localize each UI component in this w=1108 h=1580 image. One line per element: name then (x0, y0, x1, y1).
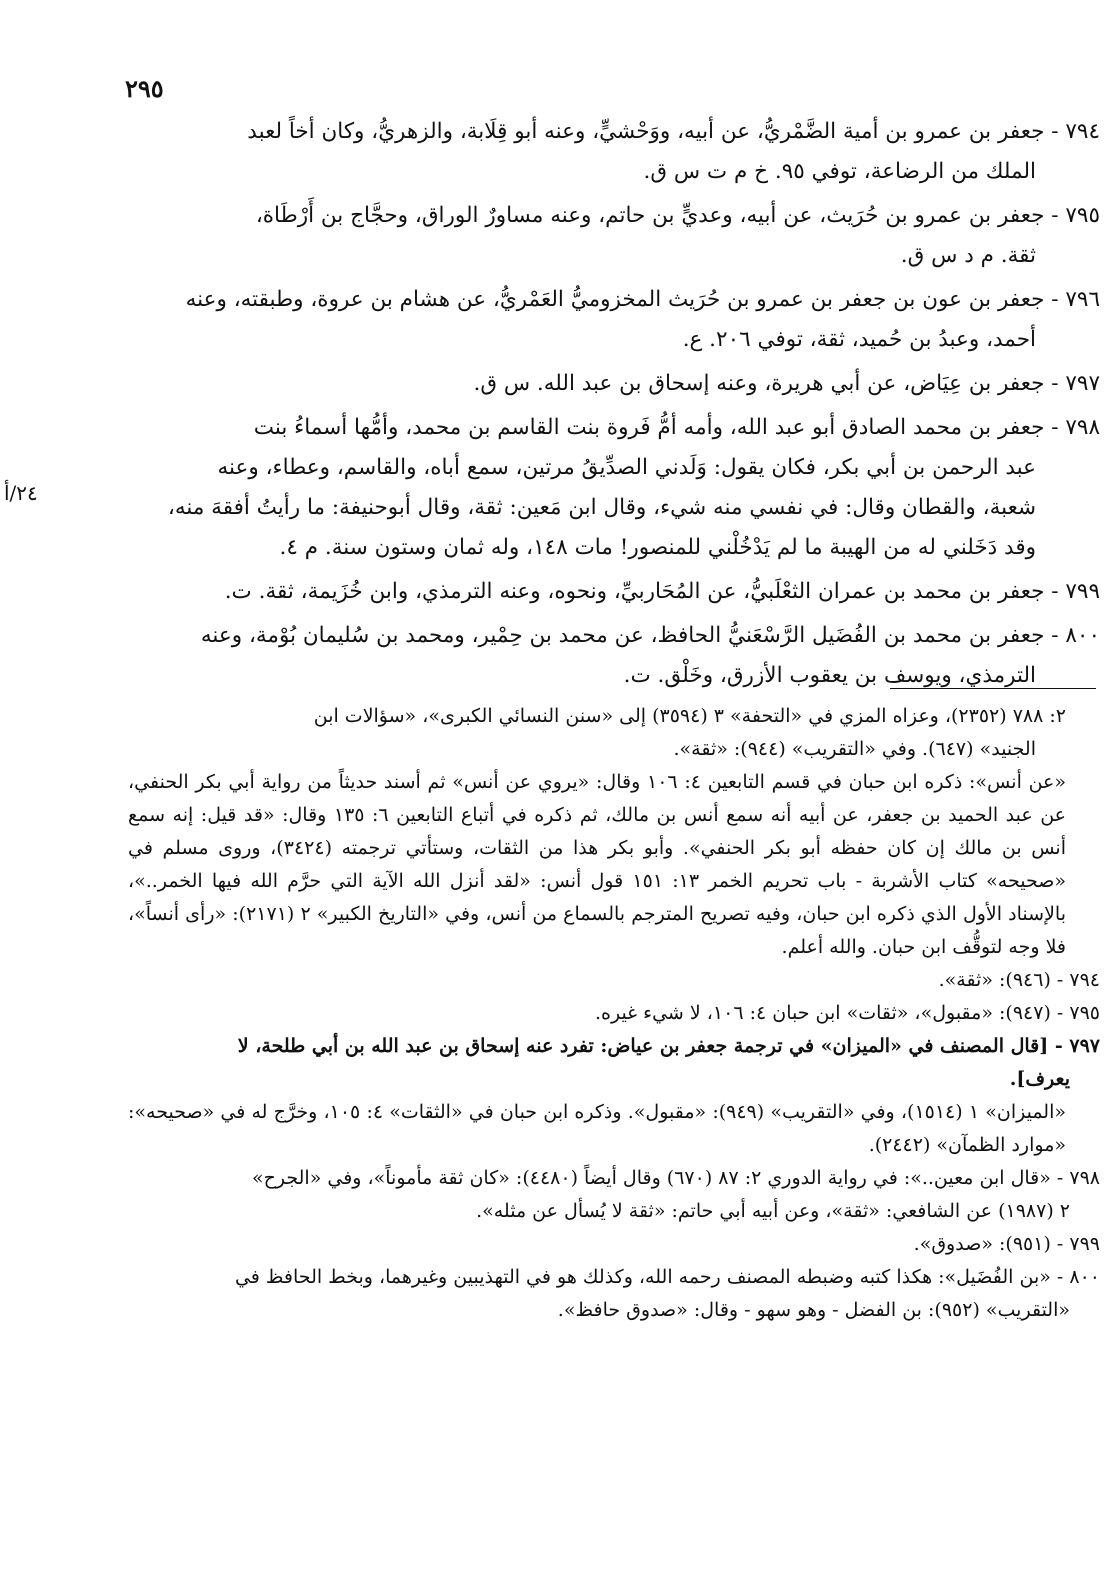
biography-entries (120, 112, 1100, 700)
footnote (128, 964, 1100, 997)
entry-line: ٧٩٩ - جعفر بن محمد بن عمران الثعْلَبيُّ، عن المُحَاربيِّ، ونحوه، وعنه الترمذي، وابن خُزَيمة، ثقة. ت. (224, 579, 1100, 604)
footnote (128, 1228, 1100, 1261)
entry-line: وقد دَخَلني له من الهيبة ما لم يَدْخُلْني للمنصور! مات ١٤٨، وله ثمان وستون سنة. م ٤. (279, 535, 1036, 560)
footnote-separator (890, 688, 1096, 689)
footnote-line: ٢ (١٩٨٧) عن الشافعي: «ثقة»، وعن أبيه أبي حاتم: «ثقة لا يُسأل عن مثله». (476, 1200, 1070, 1222)
footnotes (128, 700, 1100, 1327)
footnote (128, 1096, 1100, 1162)
entry-line: الملك من الرضاعة، توفي ٩٥. خ م ت س ق. (643, 159, 1036, 184)
footnote (128, 1162, 1100, 1228)
footnote (128, 766, 1100, 964)
footnote-line: وخرَّج له في «صحيحه»: «موارد الظمآن» (٢٤٤٢). (128, 1101, 1066, 1156)
entry-line: ٨٠٠ - جعفر بن محمد بن الفُضَيل الرَّسْعَنيُّ الحافظ، عن محمد بن حِمْير، ومحمد بن سُليمان بُوْمة، وعنه (200, 623, 1100, 648)
footnote (128, 700, 1100, 766)
entry-line: ٧٩٥ - جعفر بن عمرو بن حُرَيث، عن أبيه، وعديٍّ بن حاتم، وعنه مساورٌ الوراق، وحجَّاج بن أَرْطَاة، (255, 203, 1100, 228)
footnote-line: «التقريب» (٩٥٢): بن الفضل - وهو سهو - وقال: «صدوق حافظ». (557, 1299, 1070, 1321)
entry-line: أحمد، وعبدُ بن حُميد، ثقة، توفي ٢٠٦. ع. (682, 327, 1036, 352)
footnote-line: «الميزان» ١ (١٥١٤)، وفي «التقريب» (٩٤٩): «مقبول». وذكره ابن حبان في «الثقات» ٤: ١٠٥، (323, 1101, 1067, 1123)
entry-line: ٧٩٤ - جعفر بن عمرو بن أمية الضَّمْريُّ، عن أبيه، ووَحْشيٍّ، وعنه أبو قِلَابة، والزهريُّ، وكان أخاً لعبد (247, 119, 1100, 144)
footnote-line: ٧٩٩ - (٩٥١): «صدوق». (913, 1233, 1100, 1255)
entry-line: ٧٩٨ - جعفر بن محمد الصادق أبو عبد الله، وأمه أمُّ فَروة بنت القاسم بن محمد، وأمُّها أسماءُ بنت (253, 415, 1100, 440)
entry-line: الترمذي، ويوسف بن يعقوب الأزرق، وخَلْق. ت. (623, 663, 1036, 688)
footnote-line: ٧٩٧ - [قال المصنف في «الميزان» في ترجمة جعفر بن عياض: تفرد عنه إسحاق بن عبد الله بن أبي طلحة، لا (237, 1035, 1100, 1057)
footnote (128, 1261, 1100, 1327)
footnote-line: ٧٩٤ - (٩٤٦): «ثقة». (938, 969, 1100, 991)
footnote-line: ٧٩٥ - (٩٤٧): «مقبول»، «ثقات» ابن حبان ٤: ١٠٦، لا شيء غيره. (594, 1002, 1100, 1024)
entry-796 (120, 280, 1100, 360)
footnote-line: ٢: ٧٨٨ (٢٣٥٢)، وعزاه المزي في «التحفة» ٣ (٣٥٩٤) إلى «سنن النسائي الكبرى»، «سؤالات ابن (313, 705, 1066, 727)
footnote-line: المترجم بالسماع من أنس، وفي «التاريخ الكبير» ٢ (٢١٧١): «رأى أنساً»، فلا وجه لتوقُّف ابن حبان. والله (128, 903, 1066, 958)
entry-795 (120, 196, 1100, 276)
footnote-line: ٧٩٨ - «قال ابن معين..»: في رواية الدوري ٢: ٨٧ (٦٧٠) وقال أيضاً (٤٤٨٠): «كان ثقة مأموناً»، وفي «الجرح» (252, 1167, 1100, 1189)
entry-line: شعبة، والقطان وقال: في نفسي منه شيء، وقال ابن مَعين: ثقة، وقال أبوحنيفة: ما رأيتُ أفقهَ منه، (167, 495, 1036, 520)
entry-line: ٧٩٦ - جعفر بن عون بن جعفر بن عمرو بن حُرَيث المخزوميُّ العَمْريُّ، عن هشام بن عروة، وطبقته، وعنه (185, 287, 1100, 312)
entry-line: عبد الرحمن بن أبي بكر، فكان يقول: وَلَدني الصدِّيقُ مرتين، سمع أباه، والقاسم، وعطاء، وعنه (217, 455, 1036, 480)
footnote-line: أعلم. (781, 936, 824, 958)
footnote-line: ٨٠٠ - «بن الفُضَيل»: هكذا كتبه وضبطه المصنف رحمه الله، وكذلك هو في التهذيبين وغيرهما، وبخط الحافظ في (234, 1266, 1100, 1288)
entry-800 (120, 616, 1100, 696)
footnote-line: الجنيد» (٦٤٧). وفي «التقريب» (٩٤٤): «ثقة». (673, 738, 1036, 760)
entry-797 (120, 364, 1100, 404)
footnote-line: «عن أنس»: ذكره ابن حبان في قسم التابعين ٤: ١٠٦ وقال: «يروي عن أنس» ثم أسند حديثاً من رواية (261, 771, 1066, 793)
footnote (128, 1030, 1100, 1096)
footnote-line: ٦: ١٣٥ وقال: «قد قيل: إنه سمع أنس بن مالك إن كان حفظه أبو بكر الحنفي». وأبو بكر هذا من الثقات، (128, 804, 1066, 859)
footnote-line: أنس: «لقد أنزل الله الآية التي حرَّم الله فيها الخمر..»، بالإسناد الأول الذي ذكره ابن حبان، وفيه تصريح (128, 870, 1066, 925)
entry-794 (120, 112, 1100, 192)
entry-799 (120, 572, 1100, 612)
entry-line: ٧٩٧ - جعفر بن عِيَاض، عن أبي هريرة، وعنه إسحاق بن عبد الله. س ق. (473, 371, 1100, 396)
entry-line: ثقة. م د س ق. (900, 243, 1036, 268)
footnote-line: أبي بكر الحنفي، عن عبد الحميد بن جعفر، عن أبيه أنه سمع أنس بن مالك، ثم ذكره في أتباع التابعين (128, 771, 1066, 826)
footnote-line: يعرف]. (1009, 1068, 1070, 1090)
footnote (128, 997, 1100, 1030)
entry-798 (120, 408, 1100, 568)
page-number: ٢٩٥ (125, 74, 164, 103)
margin-folio-note: ٢٤/أ (4, 481, 38, 505)
footnote-line: وستأتي ترجمته (٣٤٢٤)، وروى مسلم في «صحيحه» كتاب الأشربة - باب تحريم الخمر ١٣: ١٥١ قول (128, 837, 1066, 892)
